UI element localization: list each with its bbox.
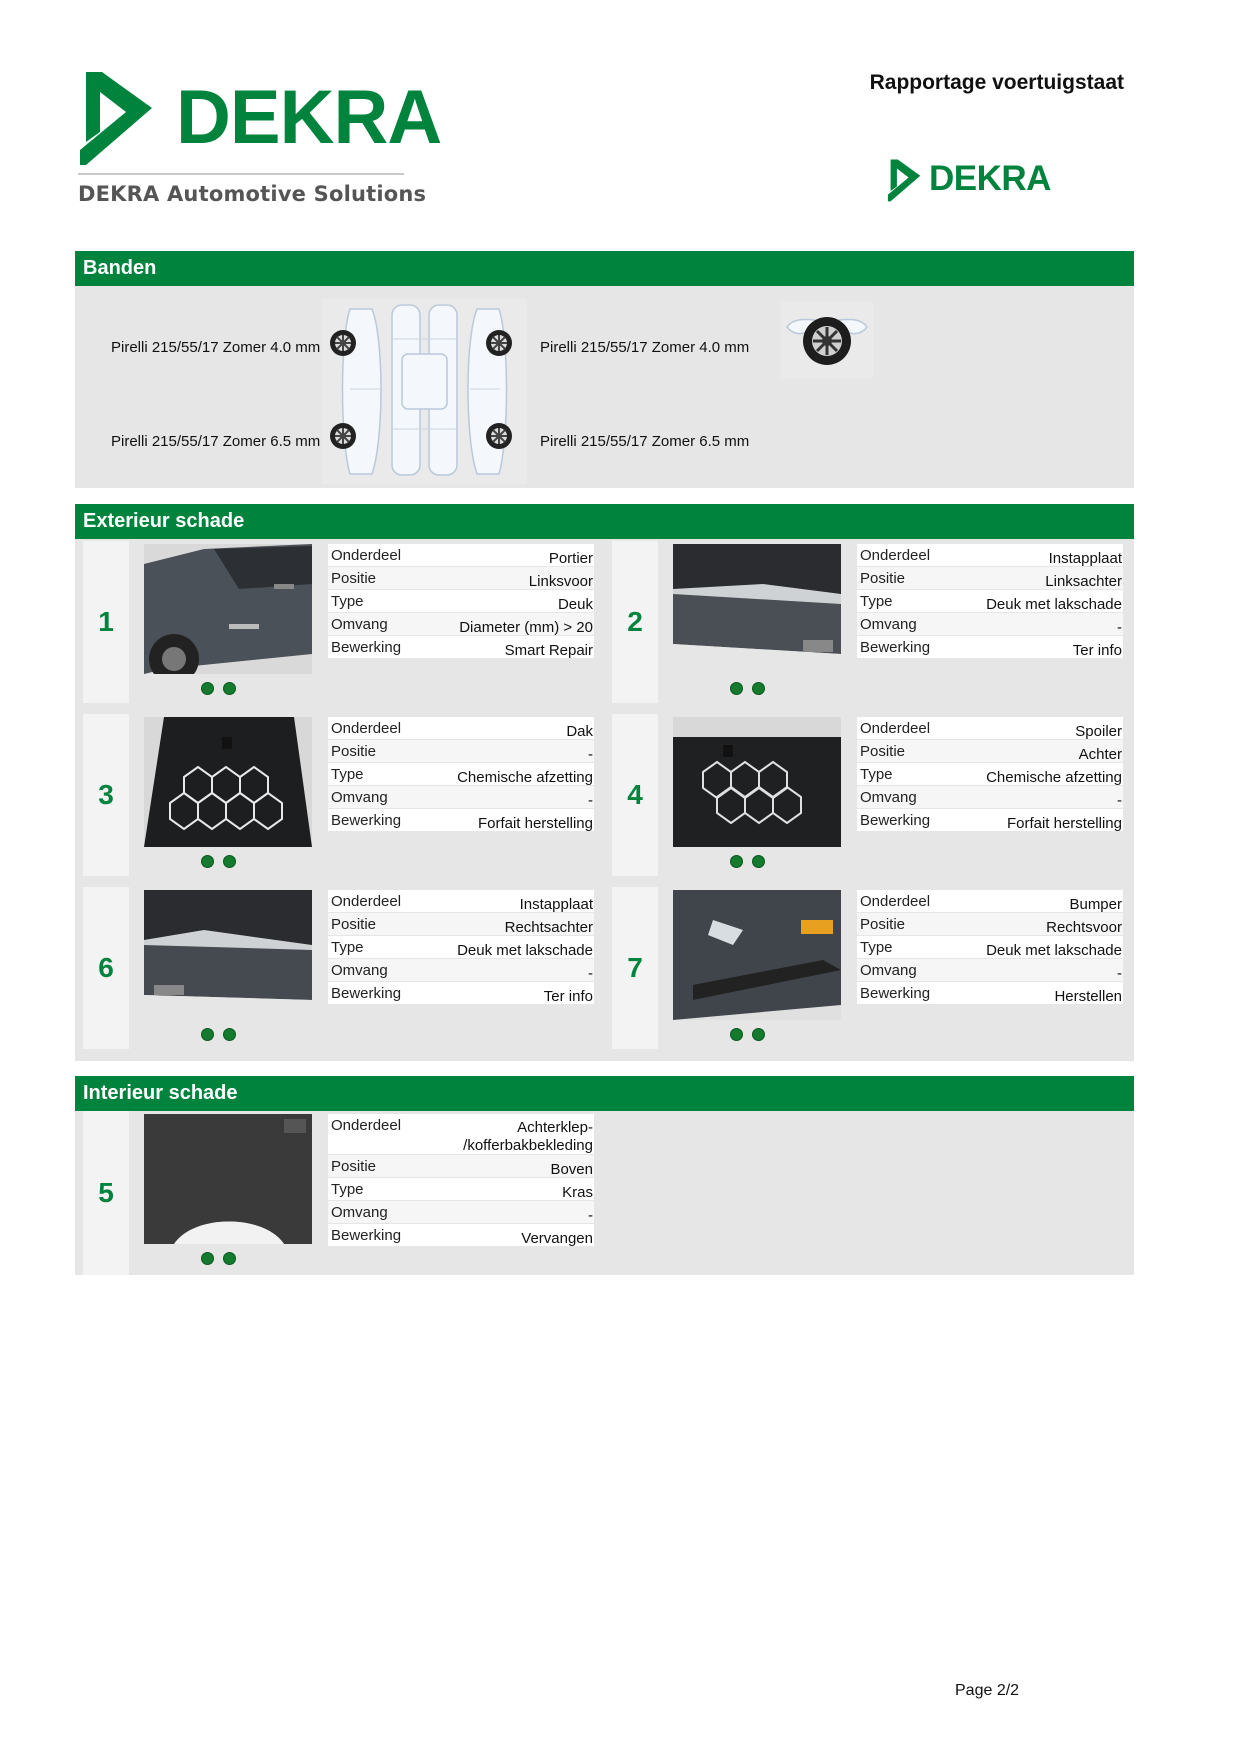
logo-wordmark-small: DEKRA xyxy=(929,159,1051,198)
damage-number: 4 xyxy=(627,779,643,810)
dekra-logo xyxy=(78,70,442,210)
prop-row: Bewerking Ter info xyxy=(328,982,594,1005)
wheel-icon xyxy=(329,422,357,450)
damage-photo[interactable] xyxy=(144,1114,312,1244)
dekra-logo-small xyxy=(887,156,1051,202)
damage-properties xyxy=(857,890,1123,1005)
prop-row: Positie Rechtsachter xyxy=(328,913,594,936)
wheel-icon xyxy=(485,329,513,357)
damage-properties xyxy=(857,544,1123,659)
prop-row: Omvang - xyxy=(328,1201,594,1224)
damage-number: 6 xyxy=(98,952,114,983)
prop-row: Onderdeel Instapplaat xyxy=(328,890,594,913)
prop-row: Onderdeel Bumper xyxy=(857,890,1123,913)
prop-row: Bewerking Herstellen xyxy=(857,982,1123,1005)
damage-number: 2 xyxy=(627,606,643,637)
prop-row: Omvang - xyxy=(328,959,594,982)
prop-row: Onderdeel Portier xyxy=(328,544,594,567)
section-title: Banden xyxy=(83,257,157,279)
prop-row: Positie Boven xyxy=(328,1155,594,1178)
wheel-icon xyxy=(485,422,513,450)
damage-number: 1 xyxy=(98,606,114,637)
prop-row: Type Chemische afzetting xyxy=(328,763,594,786)
prop-row: Positie Achter xyxy=(857,740,1123,763)
section-bar xyxy=(75,504,1134,539)
prop-row: Type Deuk met lakschade xyxy=(857,936,1123,959)
prop-row: Bewerking Forfait herstelling xyxy=(857,809,1123,832)
damage-photo[interactable] xyxy=(144,544,312,674)
tyre-front-left: Pirelli 215/55/17 Zomer 4.0 mm xyxy=(111,339,321,356)
section-title: Exterieur schade xyxy=(83,510,245,532)
section-interieur xyxy=(75,1076,1134,1275)
photo-pager[interactable] xyxy=(730,1028,790,1042)
damage-number: 3 xyxy=(98,779,114,810)
prop-row: Type Deuk met lakschade xyxy=(328,936,594,959)
damage-photo[interactable] xyxy=(144,717,312,847)
damage-photo[interactable] xyxy=(673,717,841,847)
car-top-view-icon xyxy=(322,299,527,484)
photo-pager[interactable] xyxy=(201,1028,261,1042)
prop-row: Onderdeel Achterklep- /kofferbakbekleding xyxy=(328,1114,594,1155)
damage-card xyxy=(75,714,605,876)
damage-properties xyxy=(328,717,594,832)
prop-row: Omvang Diameter (mm) > 20 xyxy=(328,613,594,636)
prop-row: Positie - xyxy=(328,740,594,763)
prop-row: Positie Linksvoor xyxy=(328,567,594,590)
section-banden xyxy=(75,251,1134,488)
damage-card xyxy=(604,541,1134,703)
section-exterieur xyxy=(75,504,1134,1061)
prop-row: Omvang - xyxy=(857,959,1123,982)
prop-row: Omvang - xyxy=(857,613,1123,636)
logo-divider xyxy=(78,173,404,175)
photo-pager[interactable] xyxy=(730,855,790,869)
tyre-rear-right: Pirelli 215/55/17 Zomer 6.5 mm xyxy=(540,433,750,450)
photo-pager[interactable] xyxy=(201,855,261,869)
wheel-icon xyxy=(329,329,357,357)
report-title: Rapportage voertuigstaat xyxy=(869,71,1124,94)
prop-row: Positie Rechtsvoor xyxy=(857,913,1123,936)
damage-number: 7 xyxy=(627,952,643,983)
logo-wordmark: DEKRA xyxy=(176,75,442,160)
damage-photo[interactable] xyxy=(673,890,841,1020)
section-title: Interieur schade xyxy=(83,1082,238,1104)
prop-row: Onderdeel Dak xyxy=(328,717,594,740)
damage-card xyxy=(75,887,605,1049)
photo-pager[interactable] xyxy=(201,1252,261,1266)
prop-row: Type Chemische afzetting xyxy=(857,763,1123,786)
prop-row: Bewerking Vervangen xyxy=(328,1224,594,1247)
damage-properties xyxy=(328,890,594,1005)
prop-row: Onderdeel Spoiler xyxy=(857,717,1123,740)
logo-subtitle: DEKRA Automotive Solutions xyxy=(78,182,427,206)
damage-properties xyxy=(328,1114,594,1247)
damage-card xyxy=(75,541,605,703)
spare-wheel-icon xyxy=(781,301,873,379)
damage-photo[interactable] xyxy=(144,890,312,1020)
page-number: Page 2/2 xyxy=(955,1682,1020,1699)
prop-row: Bewerking Ter info xyxy=(857,636,1123,659)
prop-row: Bewerking Smart Repair xyxy=(328,636,594,659)
prop-row: Bewerking Forfait herstelling xyxy=(328,809,594,832)
photo-pager[interactable] xyxy=(201,682,261,696)
tyre-rear-left: Pirelli 215/55/17 Zomer 6.5 mm xyxy=(111,433,321,450)
dekra-arrow-icon xyxy=(887,158,923,202)
section-bar xyxy=(75,1076,1134,1111)
damage-card xyxy=(604,887,1134,1049)
prop-row: Onderdeel Instapplaat xyxy=(857,544,1123,567)
dekra-arrow-icon xyxy=(78,70,158,165)
damage-card xyxy=(604,714,1134,876)
damage-card xyxy=(75,1111,605,1275)
prop-row: Positie Linksachter xyxy=(857,567,1123,590)
damage-properties xyxy=(857,717,1123,832)
damage-properties xyxy=(328,544,594,659)
prop-row: Type Kras xyxy=(328,1178,594,1201)
prop-row: Type Deuk xyxy=(328,590,594,613)
prop-row: Omvang - xyxy=(328,786,594,809)
prop-row: Omvang - xyxy=(857,786,1123,809)
damage-photo[interactable] xyxy=(673,544,841,674)
damage-number: 5 xyxy=(98,1177,114,1208)
tyre-front-right: Pirelli 215/55/17 Zomer 4.0 mm xyxy=(540,339,750,356)
photo-pager[interactable] xyxy=(730,682,790,696)
section-bar xyxy=(75,251,1134,286)
prop-row: Type Deuk met lakschade xyxy=(857,590,1123,613)
